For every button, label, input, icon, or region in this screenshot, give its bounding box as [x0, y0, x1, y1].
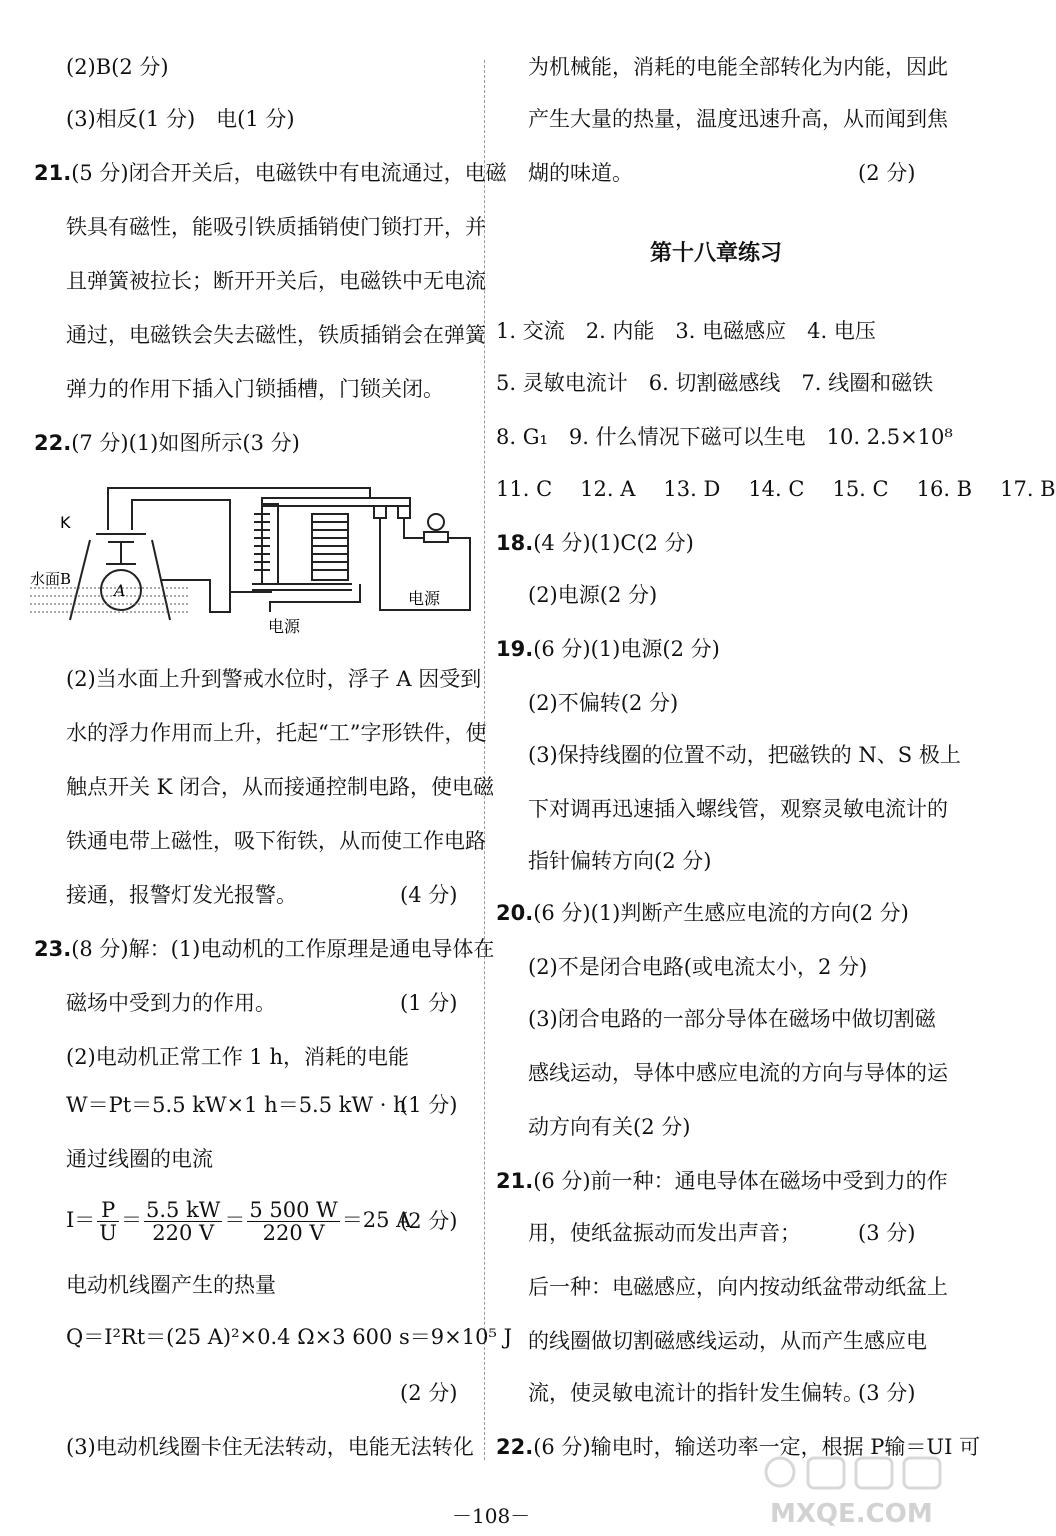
formula-line: W＝Pt＝5.5 kW×1 h＝5.5 kW · h: [66, 1093, 407, 1117]
answer-line: 的线圈做切割磁感线运动，从而产生感应电: [528, 1329, 927, 1353]
answer-line: (2)当水面上升到警戒水位时，浮子 A 因受到: [66, 667, 482, 691]
circuit-diagram: [30, 470, 480, 640]
answer-text: (6 分)(1)判断产生感应电流的方向(2 分): [533, 901, 909, 925]
answer-line: 铁具有磁性，能吸引铁质插销使门锁打开，并: [66, 215, 486, 239]
score: (2 分): [400, 1209, 458, 1233]
score: (1 分): [400, 991, 458, 1015]
answer-text: (6 分)前一种：通电导体在磁场中受到力的作: [533, 1169, 948, 1193]
answer-text: (5 分)闭合开关后，电磁铁中有电流通过，电磁: [71, 161, 507, 185]
answer-line: 下对调再迅速插入螺线管，观察灵敏电流计的: [528, 797, 948, 821]
label-a: A: [114, 581, 126, 600]
answer-line: 煳的味道。: [528, 161, 633, 185]
answer-line: (3)电动机线圈卡住无法转动，电能无法转化: [66, 1435, 474, 1459]
score: (3 分): [858, 1221, 916, 1245]
formula-text: ＝25 A: [341, 1208, 412, 1232]
choice-answer: 17. B: [1000, 477, 1056, 501]
formula-line: Q＝I²Rt＝(25 A)²×0.4 Ω×3 600 s＝9×10⁵ J: [66, 1325, 512, 1349]
answer-text: (6 分)输电时，输送功率一定，根据 P输＝UI 可: [533, 1435, 981, 1459]
wire: [270, 584, 360, 612]
question-19: [496, 634, 720, 664]
answer-line: (3)保持线圈的位置不动，把磁铁的 N、S 极上: [528, 743, 961, 767]
fraction-top: 5.5 kW: [146, 1198, 221, 1222]
question-23: [34, 934, 494, 964]
choice-answer: 14. C: [748, 477, 805, 501]
answer-line: 铁通电带上磁性，吸下衔铁，从而使工作电路: [66, 829, 486, 853]
answer-line: 后一种：电磁感应，向内按动纸盆带动纸盆上: [528, 1275, 948, 1299]
score: (2 分): [400, 1381, 458, 1405]
fraction: [144, 1199, 222, 1244]
fraction-bottom: 220 V: [152, 1221, 215, 1245]
chapter-title: 第十八章练习: [650, 241, 783, 266]
choice-answer: 15. C: [832, 477, 889, 501]
page-number: －108－: [452, 1504, 531, 1528]
answer-row: 8. G₁ 9. 什么情况下磁可以生电 10. 2.5×10⁸: [496, 425, 953, 449]
watermark-logo: [760, 1450, 950, 1530]
answer-row: 1. 交流 2. 内能 3. 电磁感应 4. 电压: [496, 319, 876, 343]
contact: [398, 506, 410, 518]
score: (2 分): [858, 161, 916, 185]
answer-line: (2)电动机正常工作 1 h，消耗的电能: [66, 1045, 409, 1069]
answer-text: (4 分)(1)C(2 分): [533, 531, 694, 555]
score: (1 分): [400, 1093, 458, 1117]
fraction-bottom: 220 V: [262, 1221, 325, 1245]
answer-line: 磁场中受到力的作用。: [66, 991, 276, 1015]
fraction-bottom: U: [99, 1221, 117, 1245]
answer-line: 通过线圈的电流: [66, 1147, 213, 1171]
question-number: 19.: [496, 637, 534, 661]
answer-line: (2)不偏转(2 分): [528, 691, 679, 715]
armature-bar: [262, 498, 410, 506]
formula-text: I＝: [66, 1208, 96, 1232]
answer-text: (8 分)解：(1)电动机的工作原理是通电导体在: [71, 937, 495, 961]
answer-line: (2)电源(2 分): [528, 583, 658, 607]
answer-line: 且弹簧被拉长；断开开关后，电磁铁中无电流: [66, 269, 486, 293]
fraction: [247, 1199, 339, 1244]
answer-text: (6 分)(1)电源(2 分): [533, 637, 720, 661]
answer-line: 指针偏转方向(2 分): [528, 849, 712, 873]
answer-line: 动方向有关(2 分): [528, 1115, 691, 1139]
answer-line: 弹力的作用下插入门锁插槽，门锁关闭。: [66, 377, 444, 401]
question-21-right: [496, 1166, 948, 1196]
answer-text: (7 分)(1)如图所示(3 分): [71, 431, 300, 455]
choice-answer: 11. C: [496, 477, 553, 501]
contact: [374, 506, 386, 518]
formula-current: I＝ $\frac{P}{U}$ ＝ $\frac{5.5 kW}{220 V}$ ＝ $\frac{5 500 W}{220 V}$ ＝25 A: [66, 1198, 412, 1245]
question-18: [496, 528, 694, 558]
score: (4 分): [400, 883, 458, 907]
alarm-lamp: [428, 514, 444, 530]
wire: [404, 518, 424, 538]
choice-answer: 13. D: [663, 477, 721, 501]
question-22: [34, 428, 300, 458]
answer-line: (3)闭合电路的一部分导体在磁场中做切割磁: [528, 1007, 936, 1031]
score: (3 分): [858, 1381, 916, 1405]
question-number: 23.: [34, 937, 72, 961]
question-number: 21.: [34, 161, 72, 185]
armature-post: [262, 504, 278, 584]
answer-line: (3)相反(1 分) 电(1 分): [66, 107, 295, 131]
answer-line: 感线运动，导体中感应电流的方向与导体的运: [528, 1061, 948, 1085]
wire: [108, 488, 370, 530]
question-number: 20.: [496, 901, 534, 925]
answer-row: 5. 灵敏电流计 6. 切割磁感线 7. 线圈和磁铁: [496, 371, 934, 395]
label-power: 电源: [268, 617, 301, 636]
answer-line: 用，使纸盆振动而发出声音；: [528, 1221, 801, 1245]
question-number: 22.: [496, 1435, 534, 1459]
answer-line: 为机械能，消耗的电能全部转化为内能，因此: [528, 55, 948, 79]
watermark-text: MXQE.COM: [770, 1499, 933, 1529]
answer-line: 接通，报警灯发光报警。: [66, 883, 297, 907]
question-number: 22.: [34, 431, 72, 455]
answer-line: 触点开关 K 闭合，从而接通控制电路，使电磁: [66, 775, 495, 799]
question-number: 21.: [496, 1169, 534, 1193]
fraction-top: 5 500 W: [249, 1198, 338, 1222]
answer-line: 通过，电磁铁会失去磁性，铁质插销会在弹簧: [66, 323, 486, 347]
label-k: K: [60, 513, 71, 532]
answer-line: 流，使灵敏电流计的指针发生偏转。: [528, 1381, 864, 1405]
choice-answer: 16. B: [916, 477, 973, 501]
answer-line: 电动机线圈产生的热量: [66, 1273, 276, 1297]
fraction: [97, 1199, 119, 1244]
question-20: [496, 898, 909, 928]
question-number: 18.: [496, 531, 534, 555]
answer-line: 水的浮力作用而上升，托起“工”字形铁件，使: [66, 721, 487, 745]
answer-row-choices: [496, 474, 1056, 504]
fraction-top: P: [97, 1199, 119, 1222]
answer-line: (2)不是闭合电路(或电流太小，2 分): [528, 955, 868, 979]
question-21: [34, 158, 507, 188]
label-water: 水面B: [30, 570, 72, 588]
answer-line: 产生大量的热量，温度迅速升高，从而闻到焦: [528, 107, 948, 131]
choice-answer: 12. A: [580, 477, 636, 501]
label-power: 电源: [408, 589, 441, 608]
answer-line: (2)B(2 分): [66, 55, 169, 79]
